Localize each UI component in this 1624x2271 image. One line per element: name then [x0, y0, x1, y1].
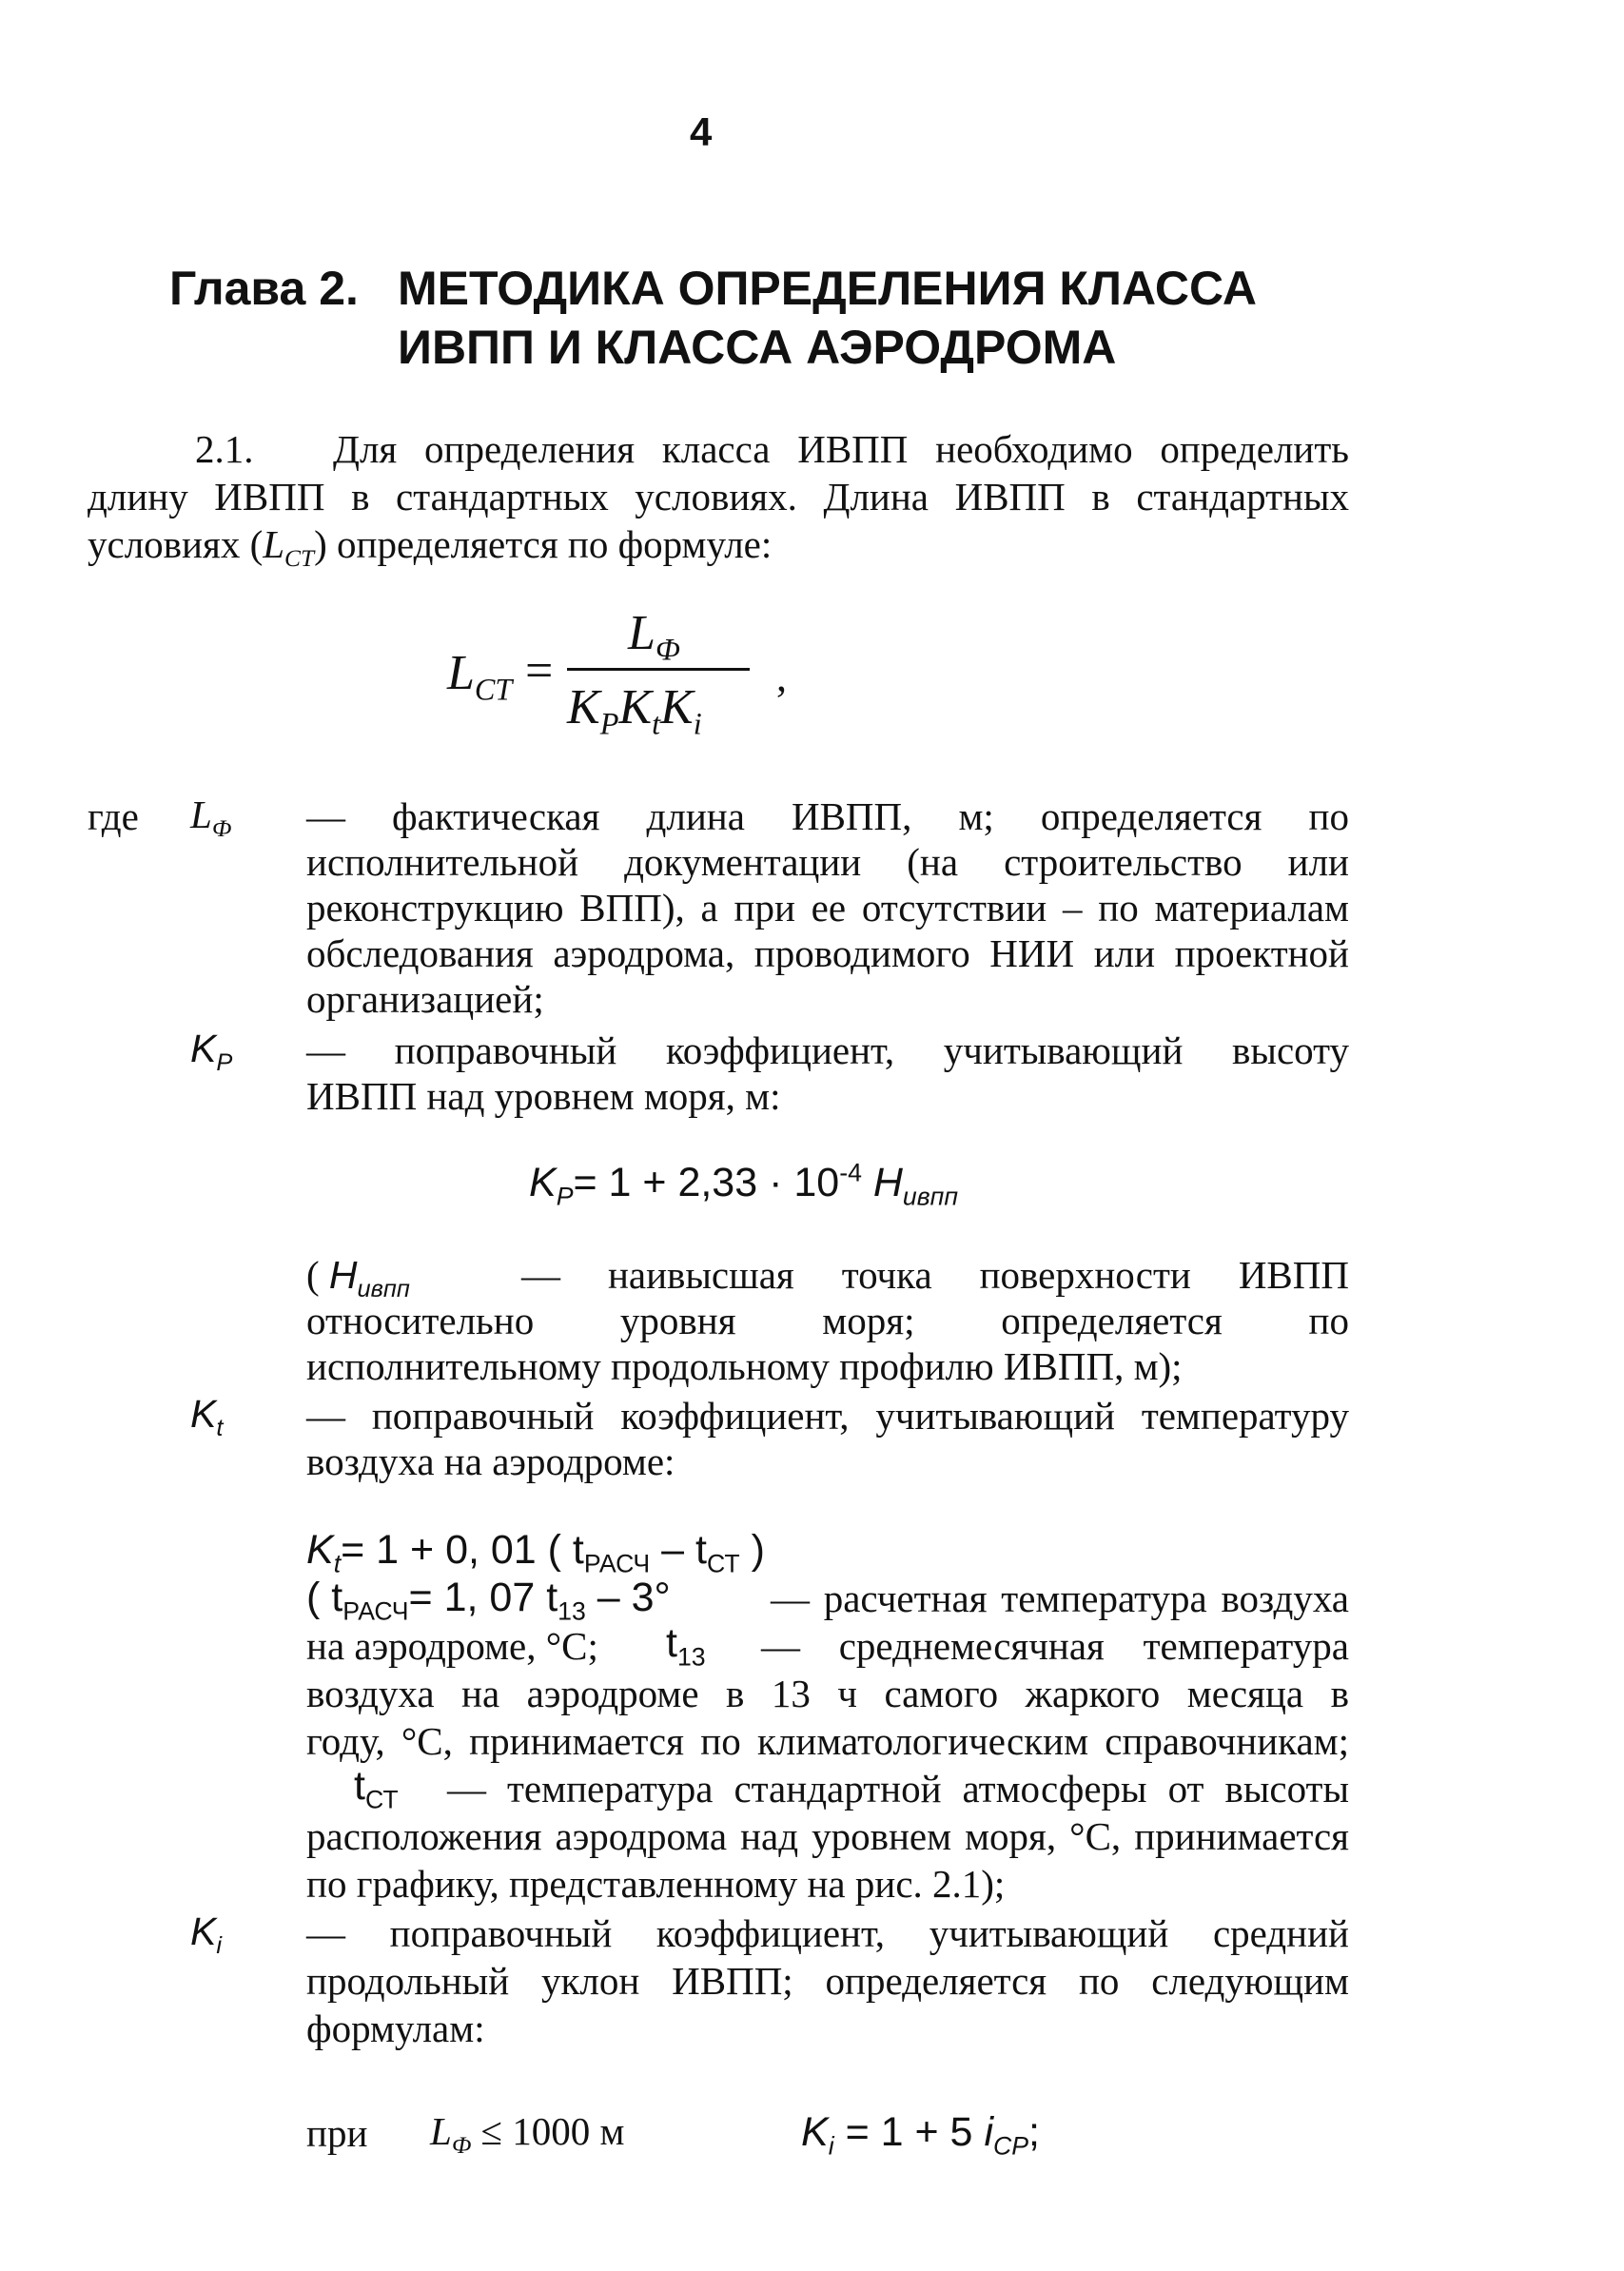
- kp-line2: ИВПП над уровнем моря, м:: [306, 1074, 781, 1118]
- tst-symbol: $t_{СТ}$: [354, 1763, 399, 1814]
- tst-line2: расположения аэродрома над уровнем моря, °С, принимается: [306, 1814, 1349, 1858]
- intro-line2: длину ИВПП в стандартных условиях. Длина ИВПП в стандартных: [88, 475, 1349, 519]
- formula-main-eq: =: [525, 644, 554, 698]
- ki-line1: — поправочный коэффициент, учитывающий средний: [306, 1911, 1349, 1955]
- kp-symbol: $K_P$: [190, 1027, 233, 1077]
- tr-formula: ( $t_{РАСЧ}= 1$, 07 $t_{13} - 3^\circ$: [306, 1575, 671, 1626]
- lf-line1: — фактическая длина ИВПП, м; определяется по: [306, 794, 1349, 838]
- intro-line3: условиях $(L_{СТ})$ определяется по формуле:: [88, 522, 773, 573]
- tr-line2: — среднемесячная температура: [761, 1624, 1349, 1668]
- formula-main-denominator: $K_PK_tK_i$: [567, 680, 702, 741]
- h-line2: относительно уровня моря; определяется по: [306, 1299, 1349, 1342]
- formula-main-fraction-bar: [567, 668, 750, 671]
- kt-symbol: $K_t$: [190, 1392, 224, 1442]
- ki-line3: формулам:: [306, 2007, 485, 2050]
- kt-line2: воздуха на аэродроме:: [306, 1439, 675, 1483]
- formula-main-lhs: $L_{CT}$: [447, 646, 513, 707]
- page-number: 4: [690, 109, 713, 154]
- intro-line1: Для определения класса ИВПП необходимо определить: [333, 427, 1349, 471]
- formula-main-comma: ,: [776, 654, 787, 700]
- kt-line1: — поправочный коэффициент, учитывающий температуру: [306, 1394, 1349, 1438]
- lf-symbol: $L_Ф$: [190, 793, 232, 843]
- tr-line1: — расчетная температура воздуха: [771, 1576, 1349, 1620]
- kp-formula: $K_P= 1 + 2,33 \cdot 10^{-4}$ $H_{ивпп}$: [529, 1158, 958, 1211]
- tr-line2-start: на аэродроме, °С;: [306, 1624, 598, 1668]
- section-number: 2.1.: [195, 427, 254, 471]
- tst-line1: — температура стандартной атмосферы от высоты: [447, 1767, 1349, 1811]
- tst-line3: по графику, представленному на рис. 2.1);: [306, 1862, 1006, 1906]
- cond-expression: $L_Ф \le 1000$ м: [430, 2109, 625, 2160]
- chapter-label: Глава 2.: [169, 262, 359, 315]
- tr-line4: году, °С, принимается по климатологическим справочникам;: [306, 1719, 1349, 1763]
- ki-formula: $K_i = 1 + 5$ $i_{СР}$;: [801, 2109, 1040, 2161]
- where-label: где: [88, 794, 139, 838]
- cond-pre: при: [306, 2111, 368, 2155]
- ki-line2: продольный уклон ИВПП; определяется по следующим: [306, 1959, 1349, 2003]
- lf-line3: реконструкцию ВПП), а при ее отсутствии – по материалам: [306, 886, 1349, 930]
- lf-line2: исполнительной документации (на строительство или: [306, 840, 1349, 884]
- chapter-title-line2: ИВПП И КЛАССА АЭРОДРОМА: [398, 321, 1117, 374]
- lf-line4: обследования аэродрома, проводимого НИИ или проектной: [306, 931, 1349, 975]
- tr-line2-t13: $t_{13}$: [666, 1620, 706, 1672]
- h-note-start: ( $H_{ивпп}$: [306, 1253, 410, 1303]
- kt-formula: $K_t= 1 + 0$, 01 ( $t_{РАСЧ} - t_{СТ}$ ): [306, 1527, 765, 1578]
- h-line1: — наивысшая точка поверхности ИВПП: [521, 1253, 1349, 1297]
- chapter-title-line1: МЕТОДИКА ОПРЕДЕЛЕНИЯ КЛАССА: [398, 262, 1257, 315]
- h-line3: исполнительному продольному профилю ИВПП, м);: [306, 1344, 1183, 1388]
- ki-symbol: $K_i$: [190, 1909, 223, 1960]
- formula-main-numerator: $L_Ф$: [628, 606, 680, 667]
- kp-line1: — поправочный коэффициент, учитывающий высоту: [306, 1028, 1349, 1072]
- tr-line3: воздуха на аэродроме в 13 ч самого жаркого месяца в: [306, 1672, 1349, 1715]
- lf-line5: организацией;: [306, 977, 544, 1021]
